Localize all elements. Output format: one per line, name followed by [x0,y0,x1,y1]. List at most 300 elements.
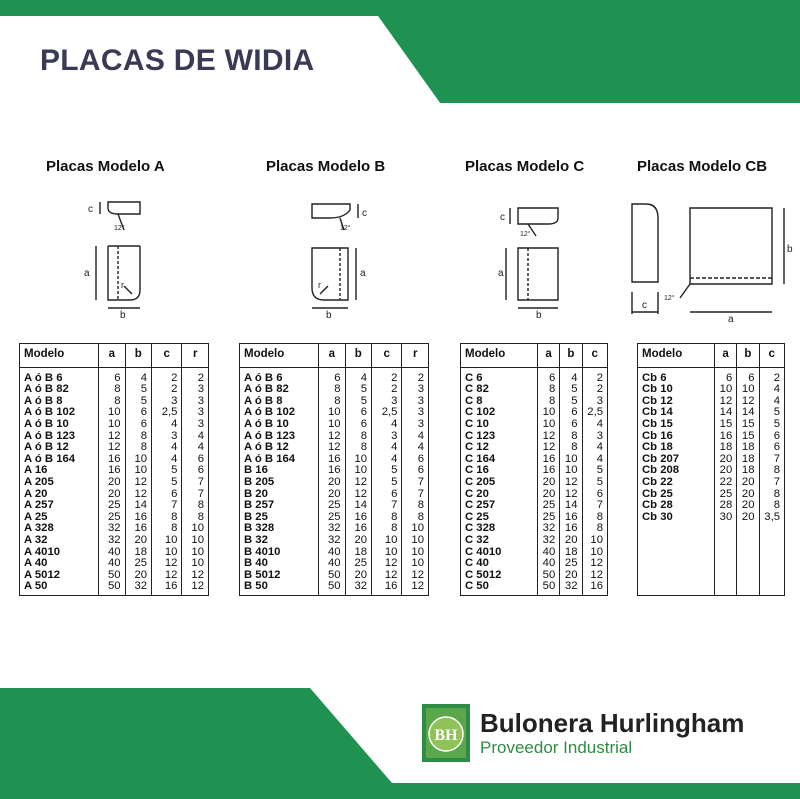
model-cell: A ó B 102 [240,407,319,419]
dimension-cell: 15 [737,431,759,443]
dimension-cell: 14 [125,500,152,512]
diagram-a-label-c: c [88,204,93,215]
dimension-cell: 8 [319,396,346,408]
dimension-cell: 6 [737,367,759,384]
column-header: c [152,344,182,368]
dimension-cell: 10 [560,454,582,466]
table-row [461,500,608,512]
dimension-cell: 12 [125,489,152,501]
dimension-cell: 10 [182,535,209,547]
dimension-cell: 16 [99,465,126,477]
table-row [638,500,785,512]
dimension-cell: 25 [560,558,582,570]
model-cell: A 4010 [20,547,99,559]
dimension-cell: 7 [182,489,209,501]
dimension-cell: 8 [560,442,582,454]
dimension-cell: 18 [125,547,152,559]
brand-name: Bulonera Hurlingham [480,708,745,738]
model-cell: A 257 [20,500,99,512]
dimension-cell: 10 [538,407,560,419]
column-header: Modelo [638,344,715,368]
dimension-cell: 32 [99,523,126,535]
dimension-cell: 28 [715,500,737,512]
dimension-cell: 2,5 [582,407,608,419]
dimension-cell: 10 [345,454,372,466]
table-row [638,419,785,431]
dimension-cell: 12 [737,396,759,408]
dimension-cell: 12 [372,570,402,582]
dimension-cell: 8 [319,384,346,396]
diagram-c-label-a: a [498,268,504,279]
dimension-cell: 4 [582,454,608,466]
dimension-cell: 4 [125,367,152,384]
dimension-cell: 4 [152,442,182,454]
model-cell: A ó B 8 [240,396,319,408]
dimension-cell: 8 [125,431,152,443]
model-cell: Cb 12 [638,396,715,408]
table-row [20,535,209,547]
dimension-cell: 40 [99,547,126,559]
model-cell: C 8 [461,396,538,408]
model-cell: Cb 28 [638,500,715,512]
table-row [240,558,429,570]
model-cell: C 4010 [461,547,538,559]
column-header: a [99,344,126,368]
dimension-cell: 7 [402,489,429,501]
dimension-cell: 50 [99,570,126,582]
dimension-cell: 3 [402,396,429,408]
dimension-cell: 40 [319,547,346,559]
dimension-cell: 2 [759,367,785,384]
dimension-cell: 6 [182,454,209,466]
dimension-cell: 5 [582,477,608,489]
model-cell: C 32 [461,535,538,547]
dimension-cell: 8 [560,431,582,443]
dimension-cell: 50 [538,570,560,582]
dimension-cell: 32 [99,535,126,547]
dimension-cell: 32 [319,535,346,547]
section-title-modelo-cb: Placas Modelo CB [637,158,768,175]
dimension-cell: 14 [345,500,372,512]
model-cell: Cb 208 [638,465,715,477]
diagram-b-label-c: c [362,208,367,219]
dimension-cell: 10 [402,523,429,535]
dimension-cell: 3 [182,384,209,396]
dimension-cell: 2 [152,367,182,384]
model-cell: B 50 [240,581,319,595]
model-cell: A 16 [20,465,99,477]
dimension-cell: 12 [402,581,429,595]
dimension-cell: 20 [538,489,560,501]
dimension-cell: 25 [715,489,737,501]
column-header: a [319,344,346,368]
brand-tagline: Proveedor Industrial [480,738,633,757]
dimension-cell: 20 [99,477,126,489]
table-row [20,419,209,431]
model-cell: A ó B 10 [240,419,319,431]
dimension-cell: 14 [560,500,582,512]
dimension-cell: 20 [737,477,759,489]
table-row [20,581,209,595]
dimension-cell: 5 [152,465,182,477]
dimension-cell: 25 [99,512,126,524]
table-modelo-c [460,343,608,596]
dimension-cell: 8 [99,384,126,396]
model-cell: B 40 [240,558,319,570]
diagram-cb-label-c: c [642,300,647,311]
model-cell: C 5012 [461,570,538,582]
model-cell: A ó B 82 [240,384,319,396]
dimension-cell: 4 [759,384,785,396]
model-cell: A ó B 6 [20,367,99,384]
model-cell: A ó B 123 [240,431,319,443]
model-cell: C 164 [461,454,538,466]
dimension-cell: 20 [560,570,582,582]
dimension-cell: 12 [345,477,372,489]
dimension-cell: 10 [582,547,608,559]
dimension-cell: 10 [152,547,182,559]
dimension-cell: 8 [182,500,209,512]
dimension-cell: 8 [345,442,372,454]
dimension-cell: 8 [759,500,785,512]
dimension-cell: 6 [759,442,785,454]
dimension-cell: 4 [582,442,608,454]
dimension-cell: 10 [152,535,182,547]
model-cell: Cb 15 [638,419,715,431]
column-header: r [402,344,429,368]
dimension-cell: 20 [538,477,560,489]
diagram-cb-label-angle: 12° [664,295,675,302]
dimension-cell: 5 [560,396,582,408]
dimension-cell: 40 [538,547,560,559]
diagram-c-label-c: c [500,212,505,223]
dimension-cell: 32 [560,581,582,595]
diagram-a-label-r: r [121,280,124,290]
table-row [638,512,785,524]
dimension-cell: 8 [402,500,429,512]
dimension-cell: 2 [582,367,608,384]
model-cell: B 328 [240,523,319,535]
column-header: b [345,344,372,368]
column-header: b [125,344,152,368]
dimension-cell: 8 [345,431,372,443]
dimension-cell: 4 [582,419,608,431]
dimension-cell: 15 [715,419,737,431]
dimension-cell: 40 [538,558,560,570]
dimension-cell: 32 [319,523,346,535]
model-cell: Cb 6 [638,367,715,384]
dimension-cell: 20 [737,489,759,501]
dimension-cell: 6 [319,367,346,384]
model-cell: C 20 [461,489,538,501]
table-row [240,367,429,384]
dimension-cell: 22 [715,477,737,489]
table-row [461,477,608,489]
bh-logo-icon [422,704,470,762]
logo-initials: BH [434,727,458,744]
table-row [461,558,608,570]
dimension-cell: 10 [125,454,152,466]
dimension-cell: 4 [182,431,209,443]
diagram-modelo-cb [624,196,800,324]
dimension-cell: 25 [99,500,126,512]
dimension-cell: 6 [715,367,737,384]
diagram-b-label-b: b [326,310,332,320]
dimension-cell: 12 [99,442,126,454]
model-cell: C 12 [461,442,538,454]
section-title-modelo-b: Placas Modelo B [266,158,386,175]
dimension-cell: 4 [182,442,209,454]
dimension-cell: 20 [99,489,126,501]
dimension-cell: 10 [99,419,126,431]
table-row [240,477,429,489]
dimension-cell: 50 [319,581,346,595]
table-row [240,535,429,547]
diagram-c-label-b: b [536,310,542,320]
model-cell: A 32 [20,535,99,547]
dimension-cell: 16 [538,454,560,466]
dimension-cell: 8 [372,523,402,535]
model-cell: C 16 [461,465,538,477]
dimension-cell: 12 [402,570,429,582]
table-row [20,500,209,512]
dimension-cell: 4 [759,396,785,408]
column-header: a [538,344,560,368]
dimension-cell: 40 [319,558,346,570]
model-cell: B 25 [240,512,319,524]
dimension-cell: 8 [759,465,785,477]
model-cell: A ó B 12 [20,442,99,454]
table-row [638,442,785,454]
table-row [240,442,429,454]
model-cell: A 328 [20,523,99,535]
dimension-cell: 32 [345,581,372,595]
dimension-cell: 6 [582,489,608,501]
model-cell: C 257 [461,500,538,512]
dimension-cell: 18 [737,465,759,477]
model-cell: A ó B 10 [20,419,99,431]
empty-cell [737,523,759,595]
dimension-cell: 6 [759,431,785,443]
model-cell: A ó B 12 [240,442,319,454]
model-cell: C 328 [461,523,538,535]
dimension-cell: 20 [737,512,759,524]
dimension-cell: 16 [582,581,608,595]
dimension-cell: 3 [182,419,209,431]
dimension-cell: 25 [538,500,560,512]
dimension-cell: 7 [759,477,785,489]
model-cell: C 50 [461,581,538,595]
dimension-cell: 25 [319,512,346,524]
dimension-cell: 12 [538,431,560,443]
dimension-cell: 8 [538,384,560,396]
model-cell: C 25 [461,512,538,524]
dimension-cell: 12 [372,558,402,570]
dimension-cell: 5 [345,384,372,396]
table-modelo-a [19,343,209,596]
dimension-cell: 5 [372,465,402,477]
dimension-cell: 3 [182,396,209,408]
dimension-cell: 12 [715,396,737,408]
dimension-cell: 3 [402,419,429,431]
dimension-cell: 12 [99,431,126,443]
dimension-cell: 25 [538,512,560,524]
dimension-cell: 12 [125,477,152,489]
model-cell: A ó B 164 [20,454,99,466]
table-row [461,442,608,454]
model-cell: Cb 25 [638,489,715,501]
model-cell: C 123 [461,431,538,443]
model-cell: A 205 [20,477,99,489]
dimension-cell: 18 [737,454,759,466]
model-cell: C 40 [461,558,538,570]
diagram-a-label-a: a [84,268,90,279]
dimension-cell: 12 [152,570,182,582]
dimension-cell: 16 [319,454,346,466]
dimension-cell: 6 [99,367,126,384]
table-row [20,442,209,454]
dimension-cell: 10 [737,384,759,396]
dimension-cell: 7 [582,500,608,512]
dimension-cell: 3 [582,431,608,443]
dimension-cell: 6 [345,407,372,419]
model-cell: C 102 [461,407,538,419]
model-cell: A ó B 123 [20,431,99,443]
dimension-cell: 10 [372,535,402,547]
dimension-cell: 4 [372,442,402,454]
dimension-cell: 18 [560,547,582,559]
column-header: b [560,344,582,368]
empty-cell [759,523,785,595]
table-row [240,500,429,512]
dimension-cell: 6 [152,489,182,501]
table-row [240,581,429,595]
dimension-cell: 2 [182,367,209,384]
model-cell: Cb 16 [638,431,715,443]
dimension-cell: 16 [319,465,346,477]
dimension-cell: 20 [737,500,759,512]
dimension-cell: 10 [319,407,346,419]
dimension-cell: 20 [319,477,346,489]
dimension-cell: 8 [372,512,402,524]
column-header: a [715,344,737,368]
dimension-cell: 16 [538,465,560,477]
model-cell: B 205 [240,477,319,489]
column-header: Modelo [461,344,538,368]
table-row [461,367,608,384]
table-row [461,581,608,595]
dimension-cell: 16 [560,523,582,535]
model-cell: A ó B 82 [20,384,99,396]
model-cell: B 16 [240,465,319,477]
dimension-cell: 10 [402,535,429,547]
model-cell: Cb 10 [638,384,715,396]
dimension-cell: 3,5 [759,512,785,524]
model-cell: Cb 22 [638,477,715,489]
dimension-cell: 7 [152,500,182,512]
model-cell: A 25 [20,512,99,524]
diagram-modelo-c [498,196,578,320]
dimension-cell: 5 [582,465,608,477]
dimension-cell: 6 [345,419,372,431]
dimension-cell: 16 [125,523,152,535]
dimension-cell: 2 [372,384,402,396]
model-cell: A ó B 6 [240,367,319,384]
dimension-cell: 5 [759,419,785,431]
model-cell: A 20 [20,489,99,501]
table-row [638,477,785,489]
section-title-modelo-a: Placas Modelo A [46,158,165,175]
table-row-empty [638,523,785,595]
dimension-cell: 16 [125,512,152,524]
dimension-cell: 2 [582,384,608,396]
dimension-cell: 5 [372,477,402,489]
dimension-cell: 6 [372,489,402,501]
dimension-cell: 20 [319,489,346,501]
dimension-cell: 6 [182,465,209,477]
model-cell: B 20 [240,489,319,501]
empty-cell [715,523,737,595]
dimension-cell: 6 [560,419,582,431]
dimension-cell: 10 [538,419,560,431]
dimension-cell: 5 [345,396,372,408]
table-row [461,419,608,431]
dimension-cell: 8 [759,489,785,501]
table-header-row [240,344,429,368]
column-header: b [737,344,759,368]
dimension-cell: 20 [715,465,737,477]
dimension-cell: 12 [319,431,346,443]
model-cell: Cb 14 [638,407,715,419]
dimension-cell: 10 [402,558,429,570]
column-header: r [182,344,209,368]
column-header: Modelo [20,344,99,368]
column-header: c [582,344,608,368]
dimension-cell: 2,5 [152,407,182,419]
dimension-cell: 25 [319,500,346,512]
dimension-cell: 8 [182,512,209,524]
table-modelo-b [239,343,429,596]
model-cell: B 4010 [240,547,319,559]
diagram-modelo-a [78,196,158,320]
table-row [20,477,209,489]
dimension-cell: 10 [125,465,152,477]
dimension-cell: 8 [582,523,608,535]
dimension-cell: 10 [182,547,209,559]
dimension-cell: 16 [345,523,372,535]
dimension-cell: 4 [402,431,429,443]
dimension-cell: 12 [182,570,209,582]
dimension-cell: 12 [152,558,182,570]
dimension-cell: 14 [715,407,737,419]
dimension-cell: 18 [715,442,737,454]
diagram-b-label-r: r [318,280,321,290]
dimension-cell: 12 [319,442,346,454]
dimension-cell: 4 [560,367,582,384]
dimension-cell: 5 [125,396,152,408]
table-header-row [461,344,608,368]
dimension-cell: 20 [345,535,372,547]
dimension-cell: 20 [125,570,152,582]
dimension-cell: 6 [125,419,152,431]
dimension-cell: 7 [372,500,402,512]
model-cell: B 32 [240,535,319,547]
model-cell: A ó B 8 [20,396,99,408]
dimension-cell: 16 [560,512,582,524]
dimension-cell: 20 [345,570,372,582]
table-row [638,367,785,384]
dimension-cell: 6 [402,465,429,477]
